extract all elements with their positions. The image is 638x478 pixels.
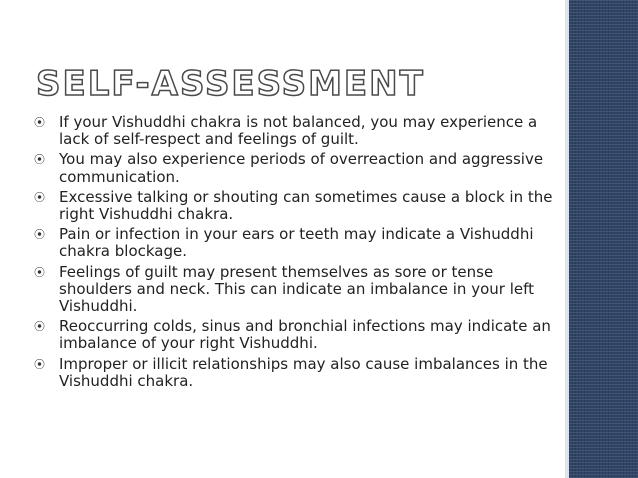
bullet-text: Pain or infection in your ears or teeth may indicate a Vishuddhi chakra blockage. bbox=[59, 225, 534, 261]
bullet-text: Improper or illicit relationships may also cause imbalances in the Vishuddhi chakra. bbox=[59, 354, 548, 390]
bullet-item bbox=[34, 189, 554, 223]
target-bullet-icon: ⦿ bbox=[34, 116, 45, 129]
bullet-item bbox=[34, 114, 554, 148]
bullet-list bbox=[34, 114, 554, 393]
bullet-text: You may also experience periods of overreaction and aggressive communication. bbox=[59, 150, 544, 186]
bullet-text: Feelings of guilt may present themselves as sore or tense shoulders and neck. This can indicate an imbalance in your left Vishuddhi. bbox=[59, 262, 534, 316]
bullet-text: Excessive talking or shouting can sometimes cause a block in the right Vishuddhi chakra. bbox=[59, 187, 553, 224]
bullet-item bbox=[34, 151, 554, 185]
decorative-side-panel bbox=[569, 0, 638, 478]
bullet-item bbox=[34, 264, 554, 316]
bullet-item bbox=[34, 318, 554, 352]
target-bullet-icon: ⦿ bbox=[34, 320, 45, 334]
target-bullet-icon: ⦿ bbox=[34, 228, 45, 242]
bullet-item bbox=[34, 226, 554, 260]
slide-title: SELF-ASSESSMENT bbox=[36, 64, 425, 104]
target-bullet-icon: ⦿ bbox=[34, 357, 45, 371]
bullet-text: If your Vishuddhi chakra is not balanced, you may experience a lack of self-respect and feelings of guilt. bbox=[59, 113, 538, 149]
bullet-text: Reoccurring colds, sinus and bronchial infections may indicate an imbalance of your right Vishuddhi. bbox=[59, 317, 551, 353]
target-bullet-icon: ⦿ bbox=[34, 153, 45, 167]
target-bullet-icon: ⦿ bbox=[34, 265, 45, 279]
bullet-item bbox=[34, 356, 554, 390]
target-bullet-icon: ⦿ bbox=[34, 190, 45, 204]
